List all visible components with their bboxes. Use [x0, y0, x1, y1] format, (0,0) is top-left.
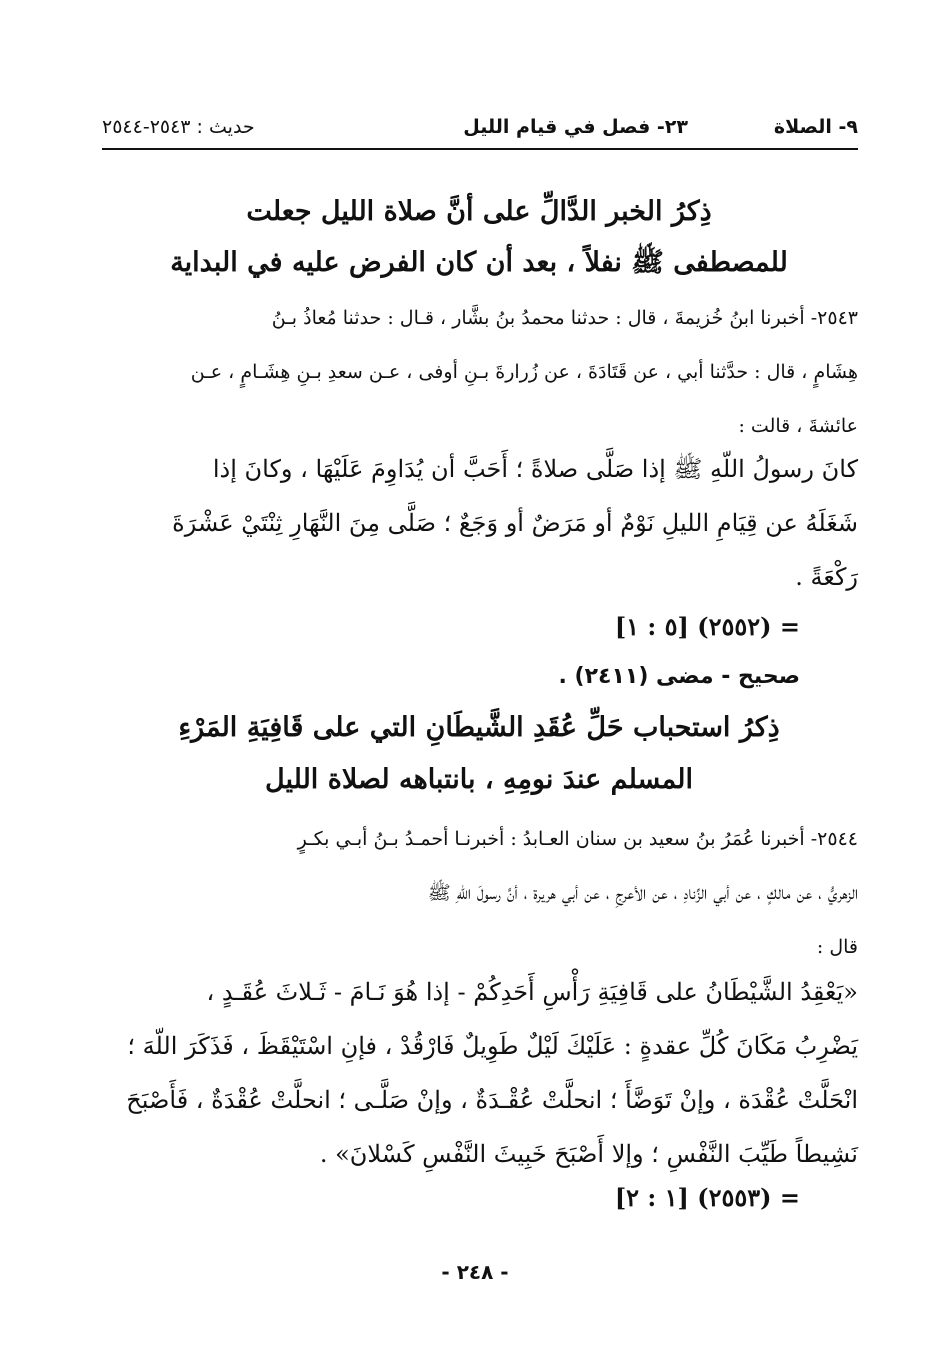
- matn-line: شَغَلَهُ عن قِيَامِ الليلِ نَوْمٌ أو مَرَضٌ أو وَجَعٌ ؛ صَلَّى مِنَ النَّهَارِ ثِنْتَيْ عَشْرَةَ: [172, 509, 858, 537]
- entry1-title-line-2: للمصطفى ﷺ نفلاً ، بعد أن كان الفرض عليه في البداية: [170, 247, 788, 278]
- isnad-line: هِشَامٍ ، قال : حدَّثنا أبي ، عن قَتَادَةَ ، عن زُرارةَ بـنِ أوفى ، عـن سعدِ بـنِ هِشَـامٍ ، عـن: [190, 361, 858, 383]
- page-number: - ٢٤٨ -: [441, 1260, 509, 1284]
- isnad-line: ٢٥٤٤- أخبرنا عُمَرُ بنُ سعيد بن سنان العـابدُ : أخبرنـا أحمـدُ بـنُ أبـي بكـرٍ: [297, 828, 858, 850]
- isnad-line: ٢٥٤٣- أخبرنا ابنُ خُزيمةَ ، قال : حدثنا محمدُ بنُ بشَّار ، قـال : حدثنا مُعاذُ بـنُ: [271, 307, 858, 329]
- entry2-matn: [102, 965, 858, 1181]
- entry2-title-line-1: ذِكرُ استحباب حَلِّ عُقَدِ الشَّيطَانِ التي على قَافِيَةِ المَرْءِ: [178, 712, 780, 743]
- entry2-reference: = (٢٥٥٣) [١ : ٢]: [614, 1183, 800, 1212]
- entry1-reference: = (٢٥٥٢) [٥ : ١]: [614, 612, 800, 641]
- header-chapter: ٩- الصلاة: [773, 116, 858, 138]
- matn-line: نَشِيطاً طَيِّبَ النَّفْسِ ؛ وإلا أَصْبَحَ خَبِيثَ النَّفْسِ كَسْلانَ» .: [319, 1140, 858, 1168]
- entry1-matn: [102, 442, 858, 604]
- entry1-grade: صحيح - مضى (٢٤١١) .: [558, 664, 800, 689]
- entry1-title-line-1: ذِكرُ الخبر الدَّالِّ على أنَّ صلاة الليل جعلت: [246, 196, 712, 227]
- header-section: ٢٣- فصل في قيام الليل: [463, 116, 688, 138]
- entry2-title-line-2: المسلم عندَ نومِهِ ، بانتباهه لصلاة الليل: [265, 764, 693, 795]
- matn-line: يَضْرِبُ مَكَانَ كُلِّ عقدةٍ : عَلَيْكَ لَيْلٌ طَوِيلٌ فَارْقُدْ ، فإنِ اسْتَيْقَظَ ، فَذَكَرَ اللّهَ ؛: [127, 1032, 858, 1060]
- matn-line: كانَ رسولُ اللّهِ ﷺ إذا صَلَّى صلاةً ؛ أَحَبَّ أن يُدَاوِمَ عَلَيْهَا ، وكانَ إذا: [212, 455, 858, 483]
- isnad-line: الزهريُّ ، عن مالكٍ ، عن أبي الزِّنادِ ، عن الأعرجِ ، عن أبي هريرة ، أنَّ رسولَ اللّهِ ﷺ: [427, 882, 858, 904]
- matn-line: رَكْعَةً .: [795, 563, 858, 591]
- entry2-isnad: [102, 812, 858, 974]
- header-hadith-range: حديث : ٢٥٤٣-٢٥٤٤: [102, 116, 255, 138]
- matn-line: انْحَلَّتْ عُقْدَة ، وإنْ تَوَضَّأَ ؛ انحلَّتْ عُقْـدَةٌ ، وإنْ صَلَّـى ؛ انحلَّتْ عُقْدَةٌ ، فَأَصْبَحَ: [126, 1086, 858, 1114]
- isnad-line: قال :: [816, 936, 858, 958]
- isnad-line: عائشةَ ، قالت :: [738, 415, 858, 437]
- entry1-isnad: [102, 291, 858, 453]
- running-header: [102, 112, 858, 150]
- matn-line: «يَعْقِدُ الشَّيْطَانُ على قَافِيَةِ رَأْسِ أَحَدِكُمْ - إذا هُوَ نَـامَ - ثَـلاثَ عُقَـدٍ ،: [206, 978, 858, 1006]
